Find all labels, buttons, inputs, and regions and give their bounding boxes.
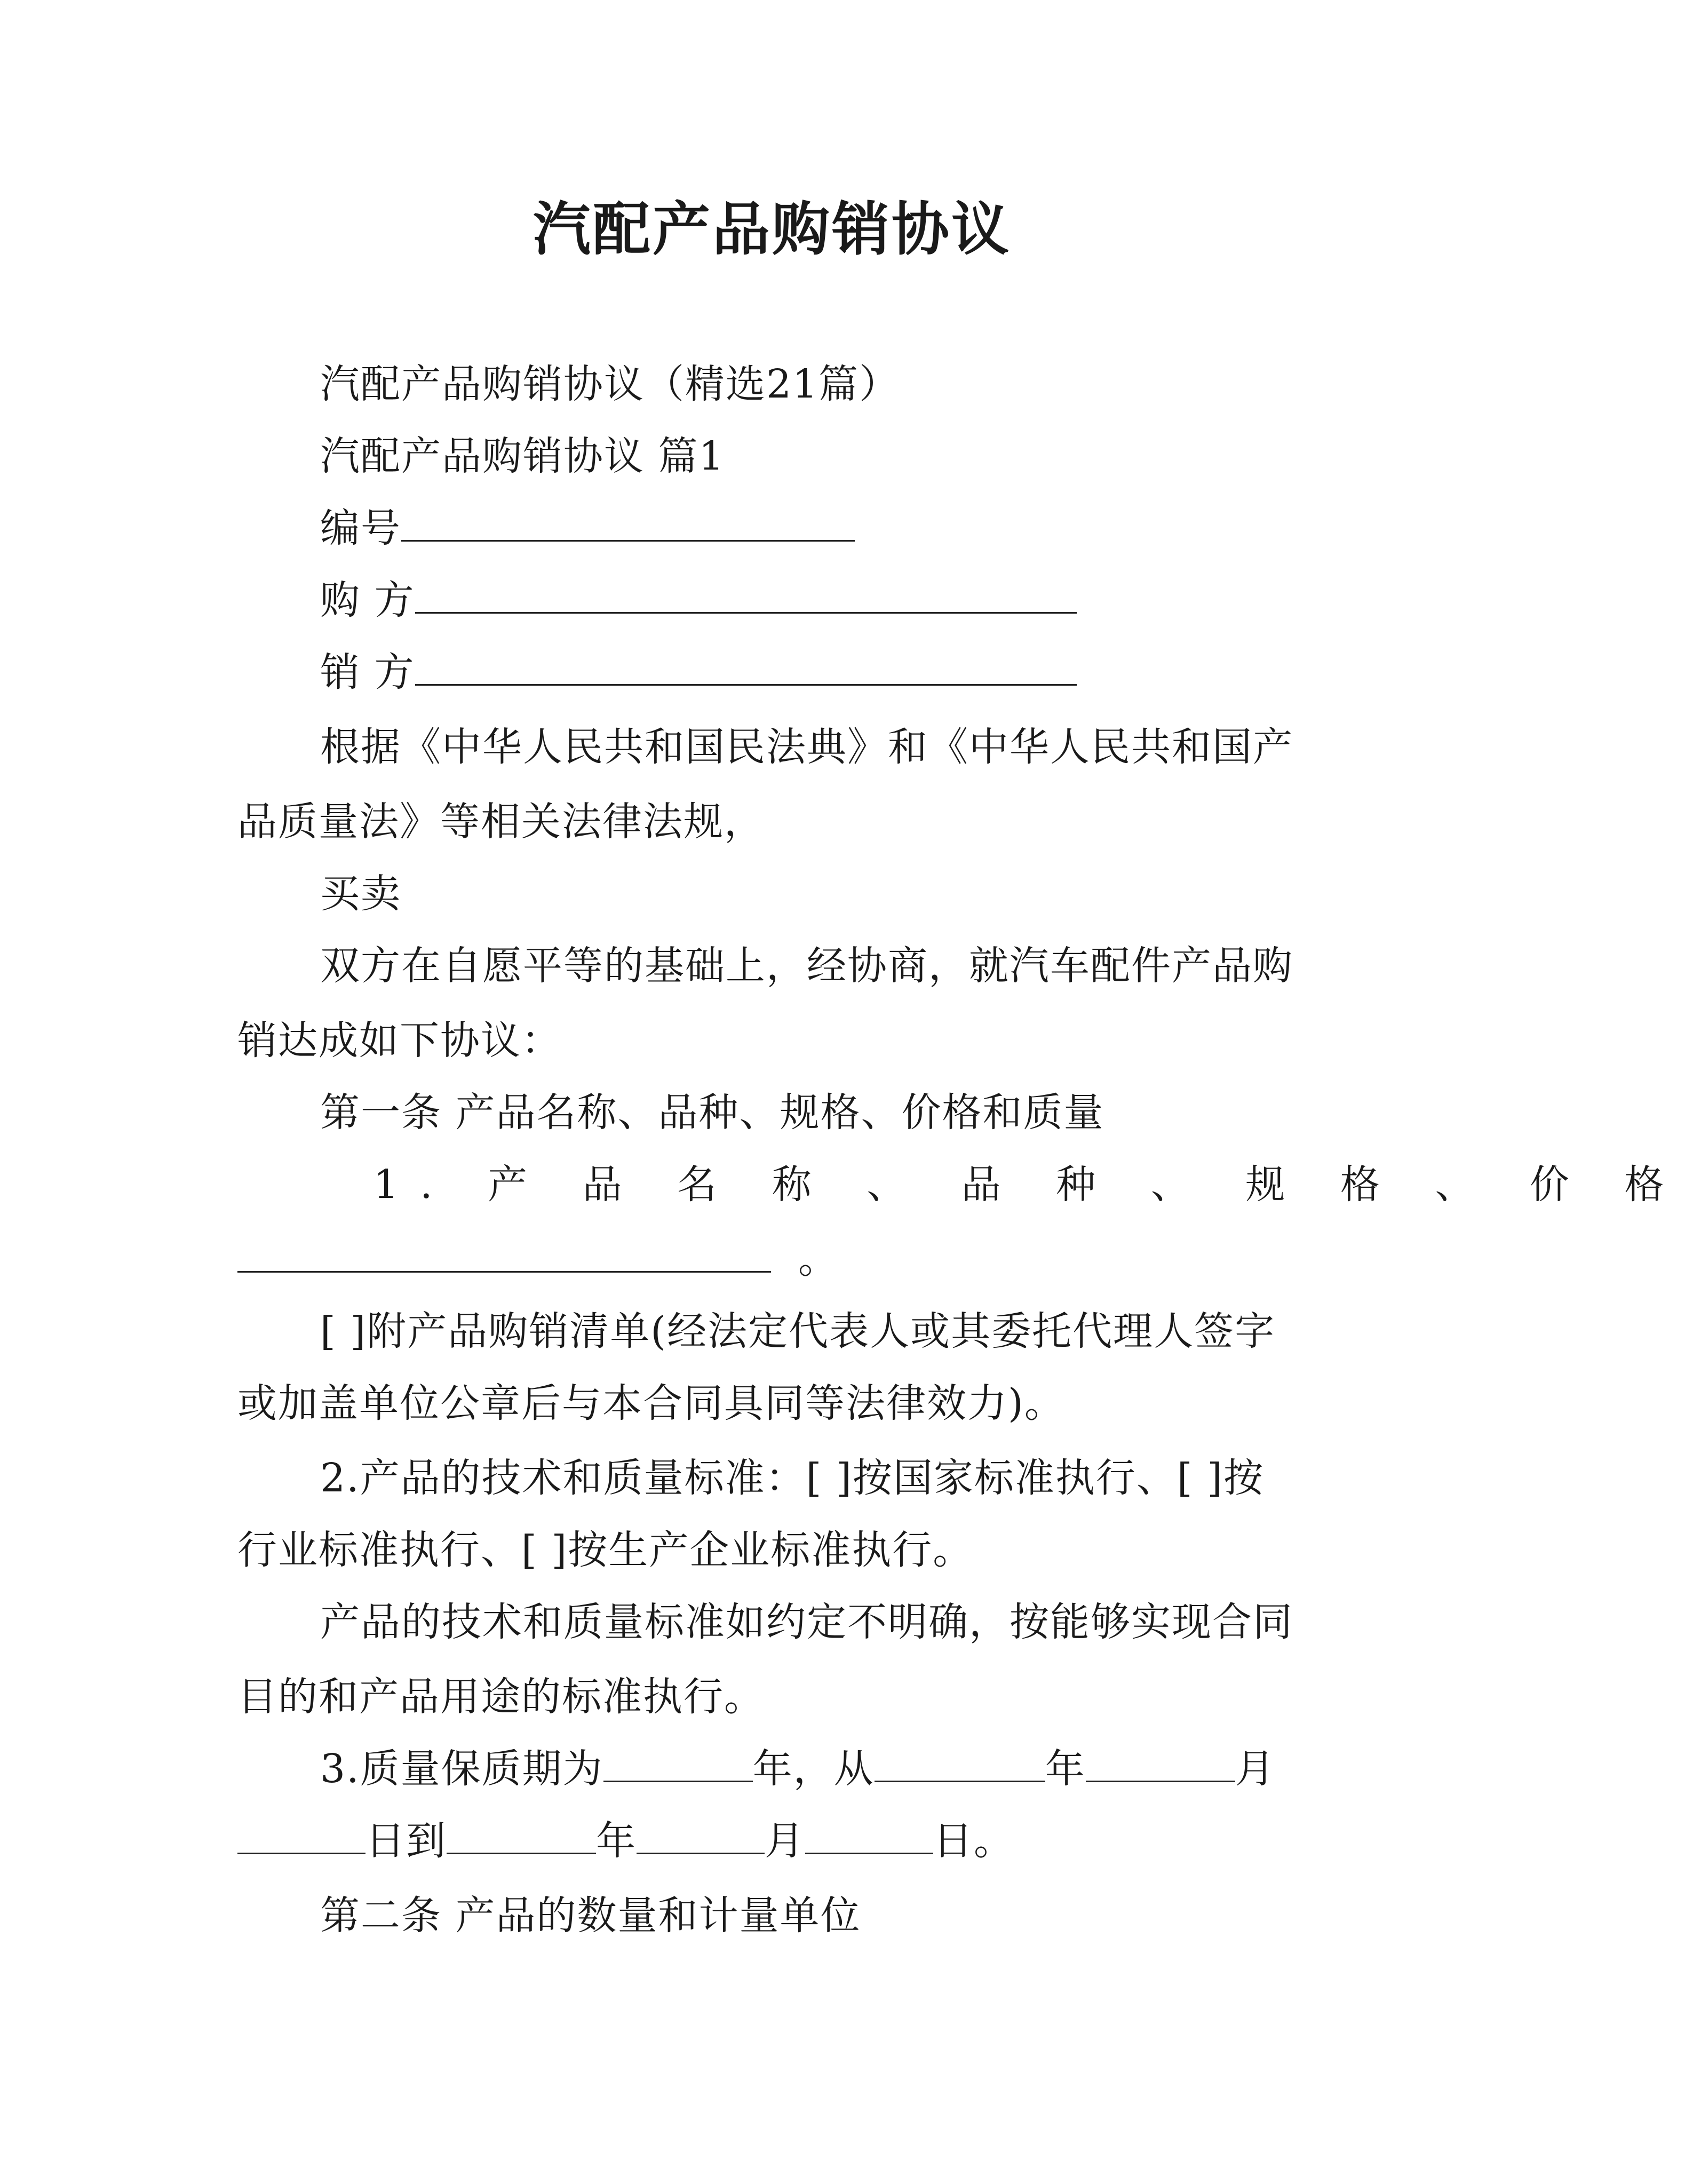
subtitle: 汽配产品购销协议（精选21篇） bbox=[320, 361, 900, 407]
buyer-field bbox=[320, 574, 1077, 627]
item-3-line-1 bbox=[320, 1742, 1276, 1796]
item-3-text-c: 年 bbox=[1045, 1746, 1086, 1792]
paragraph-1-line-1: 根据《中华人民共和国民法典》和《中华人民共和国产 bbox=[320, 724, 1293, 770]
paragraph-1-line-2: 品质量法》等相关法律法规， bbox=[237, 799, 765, 845]
item-2-line-1: 2.产品的技术和质量标准：[ ]按国家标准执行、[ ]按 bbox=[320, 1455, 1265, 1501]
item-3-text-f: 年 bbox=[596, 1818, 637, 1864]
item-3-text-d: 月 bbox=[1235, 1746, 1276, 1792]
end-month-blank bbox=[637, 1815, 765, 1854]
paragraph-2: 买卖 bbox=[320, 871, 401, 917]
item-3-text-a: 3.质量保质期为 bbox=[320, 1746, 603, 1792]
item-1-period: 。 bbox=[798, 1236, 839, 1282]
item-3-line-2 bbox=[237, 1814, 1014, 1868]
item-2-line-2: 行业标准执行、[ ]按生产企业标准执行。 bbox=[237, 1527, 974, 1573]
end-day-blank bbox=[805, 1815, 933, 1854]
end-year-blank bbox=[447, 1815, 596, 1854]
paragraph-4-line-2: 目的和产品用途的标准执行。 bbox=[237, 1674, 765, 1720]
seller-blank bbox=[415, 647, 1077, 686]
paragraph-3-line-1: 双方在自愿平等的基础上，经协商，就汽车配件产品购 bbox=[320, 943, 1293, 989]
number-label: 编号 bbox=[320, 505, 401, 551]
start-day-blank bbox=[237, 1815, 365, 1854]
item-3-text-g: 月 bbox=[765, 1818, 805, 1864]
number-blank bbox=[401, 503, 855, 542]
item-1-line-1: 1. 产 品 名 称 、 品 种 、 规 格 、 价 格 bbox=[373, 1162, 1685, 1208]
seller-label: 销 方 bbox=[320, 649, 415, 695]
item-1-line-2 bbox=[237, 1233, 839, 1286]
document-title: 汽配产品购销协议 bbox=[532, 196, 1011, 263]
number-field bbox=[320, 502, 855, 555]
section-heading: 汽配产品购销协议 篇1 bbox=[320, 433, 725, 479]
buyer-label: 购 方 bbox=[320, 577, 415, 623]
seller-field bbox=[320, 646, 1077, 699]
paragraph-3-line-2: 销达成如下协议： bbox=[237, 1018, 562, 1063]
warranty-years-blank bbox=[603, 1743, 753, 1782]
paragraph-4-line-1: 产品的技术和质量标准如约定不明确，按能够实现合同 bbox=[320, 1599, 1293, 1645]
item-3-text-e: 日到 bbox=[365, 1818, 447, 1864]
attachment-line-2: 或加盖单位公章后与本合同具同等法律效力)。 bbox=[237, 1380, 1065, 1426]
start-month-blank bbox=[1086, 1743, 1235, 1782]
article-1-heading: 第一条 产品名称、品种、规格、价格和质量 bbox=[320, 1090, 1104, 1135]
item-3-text-h: 日。 bbox=[933, 1818, 1014, 1864]
article-2-heading: 第二条 产品的数量和计量单位 bbox=[320, 1893, 861, 1939]
buyer-blank bbox=[415, 575, 1077, 614]
attachment-line-1: [ ]附产品购销清单(经法定代表人或其委托代理人签字 bbox=[320, 1308, 1276, 1354]
item-1-blank bbox=[237, 1234, 771, 1273]
start-year-blank bbox=[875, 1743, 1045, 1782]
item-3-text-b: 年，从 bbox=[752, 1746, 875, 1792]
